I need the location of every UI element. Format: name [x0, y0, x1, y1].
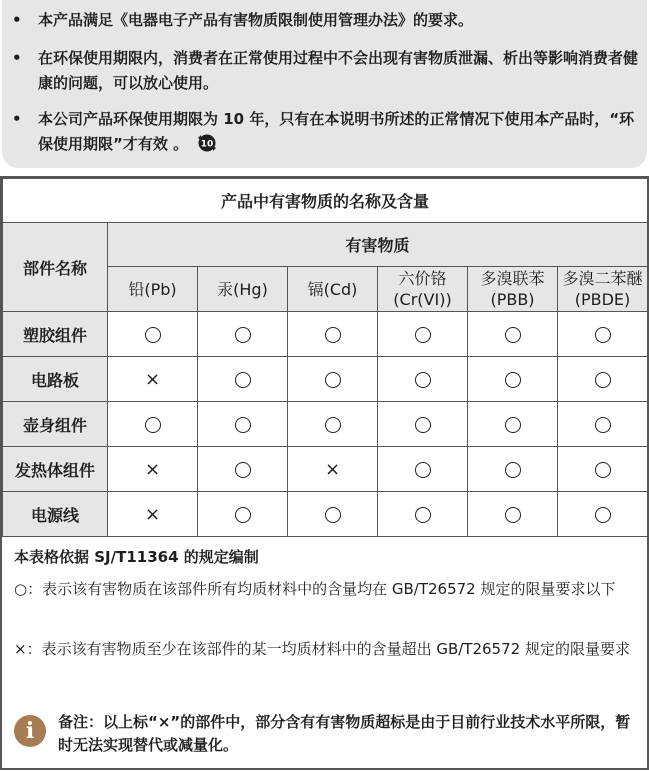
- remark-note: 备注：以上标“×”的部件中，部分含有有害物质超标是由于目前行业技术水平所限，暂时无法实现替代或减量化。: [58, 713, 631, 754]
- part-name-cell: 电路板: [3, 357, 108, 402]
- compliant-mark-cell: [378, 402, 468, 447]
- substance-header: 六价铬 (Cr(VI)): [378, 267, 468, 312]
- svg-text:10: 10: [201, 139, 214, 150]
- circle-mark: [415, 327, 431, 343]
- table-row: [3, 447, 648, 492]
- compliant-mark-cell: [468, 312, 558, 357]
- info-icon: i: [14, 715, 46, 747]
- compliant-mark-cell: [378, 492, 468, 537]
- circle-mark: [235, 507, 251, 523]
- compliant-mark-cell: [378, 312, 468, 357]
- circle-mark: [505, 507, 521, 523]
- substance-header: 汞(Hg): [198, 267, 288, 312]
- rohs-notice-panel: • 本产品满足《电器电子产品有害物质限制使用管理办法》的要求。 • 在环保使用期限内，消费者在正常使用过程中不会出现有害物质泄漏、析出等影响消费者健康的问题，可以放心使用。 • 本公司产品环保使用期限为 10 年，只有在本说明书所述的正常情况下使用本产品时，“环保使用期限”才有效 。 10: [2, 0, 647, 168]
- compliant-mark-cell: [198, 492, 288, 537]
- circle-mark: [235, 327, 251, 343]
- cross-note: ×：表示该有害物质至少在该部件的某一均质材料中的含量超出 GB/T26572 规定的限量要求: [14, 640, 630, 658]
- circle-note: ○：表示该有害物质在该部件所有均质材料中的含量均在 GB/T26572 规定的限量要求以下: [14, 580, 616, 598]
- circle-mark: [325, 327, 341, 343]
- circle-mark: [595, 462, 611, 478]
- hazardous-substance-table-frame: [0, 176, 649, 770]
- compliant-mark-cell: [288, 312, 378, 357]
- compliant-mark-cell: [468, 402, 558, 447]
- compliant-mark-cell: [288, 357, 378, 402]
- compliant-mark-cell: [558, 492, 648, 537]
- circle-mark: [595, 372, 611, 388]
- table-row: [3, 402, 648, 447]
- compliant-mark-cell: [108, 402, 198, 447]
- part-name-cell: 发热体组件: [3, 447, 108, 492]
- circle-mark: [595, 417, 611, 433]
- circle-mark: [145, 417, 161, 433]
- circle-mark: [325, 507, 341, 523]
- compliant-mark-cell: [468, 492, 558, 537]
- compliant-mark-cell: [468, 447, 558, 492]
- compliant-mark-cell: [558, 312, 648, 357]
- circle-mark: [415, 507, 431, 523]
- compliant-mark-cell: [378, 447, 468, 492]
- cross-mark: ×: [144, 458, 161, 480]
- circle-mark: [325, 372, 341, 388]
- exceeds-mark-cell: [108, 492, 198, 537]
- compliant-mark-cell: [198, 447, 288, 492]
- compliant-mark-cell: [468, 357, 558, 402]
- table-row: [3, 357, 648, 402]
- exceeds-mark-cell: [288, 447, 378, 492]
- cross-mark: ×: [324, 458, 341, 480]
- circle-mark: [505, 372, 521, 388]
- compliant-mark-cell: [108, 312, 198, 357]
- circle-mark: [595, 507, 611, 523]
- compliant-mark-cell: [378, 357, 468, 402]
- hazardous-substance-table: [2, 178, 648, 537]
- circle-mark: [415, 417, 431, 433]
- substance-header: 铅(Pb): [108, 267, 198, 312]
- hazard-substances-header: 有害物质: [108, 223, 648, 267]
- circle-mark: [505, 417, 521, 433]
- cross-mark: ×: [144, 368, 161, 390]
- notice-bullet-3-text: 本公司产品环保使用期限为 10 年，只有在本说明书所述的正常情况下使用本产品时，“环保使用期限”才有效 。: [38, 110, 635, 153]
- circle-mark: [145, 327, 161, 343]
- circle-mark: [415, 462, 431, 478]
- compliant-mark-cell: [558, 357, 648, 402]
- circle-mark: [595, 327, 611, 343]
- substance-header: 镉(Cd): [288, 267, 378, 312]
- part-name-cell: 电源线: [3, 492, 108, 537]
- compliant-mark-cell: [288, 492, 378, 537]
- circle-mark: [235, 372, 251, 388]
- circle-mark: [235, 462, 251, 478]
- part-name-cell: 壶身组件: [3, 402, 108, 447]
- table-row: [3, 492, 648, 537]
- table-row: [3, 312, 648, 357]
- exceeds-mark-cell: [108, 357, 198, 402]
- table-title: 产品中有害物质的名称及含量: [3, 179, 648, 223]
- circle-mark: [325, 417, 341, 433]
- compliant-mark-cell: [198, 312, 288, 357]
- substance-header: 多溴联苯 (PBB): [468, 267, 558, 312]
- compliant-mark-cell: [558, 447, 648, 492]
- notes-title: 本表格依据 SJ/T11364 的规定编制: [14, 548, 259, 566]
- compliant-mark-cell: [198, 357, 288, 402]
- circle-mark: [505, 327, 521, 343]
- exceeds-mark-cell: [108, 447, 198, 492]
- cross-mark: ×: [144, 503, 161, 525]
- compliant-mark-cell: [558, 402, 648, 447]
- circle-mark: [505, 462, 521, 478]
- compliant-mark-cell: [288, 402, 378, 447]
- circle-mark: [415, 372, 431, 388]
- part-name-header: 部件名称: [3, 223, 108, 312]
- substance-header: 多溴二苯醚 (PBDE): [558, 267, 648, 312]
- environmental-protection-period-icon: [196, 133, 218, 153]
- part-name-cell: 塑胶组件: [3, 312, 108, 357]
- compliant-mark-cell: [198, 402, 288, 447]
- circle-mark: [235, 417, 251, 433]
